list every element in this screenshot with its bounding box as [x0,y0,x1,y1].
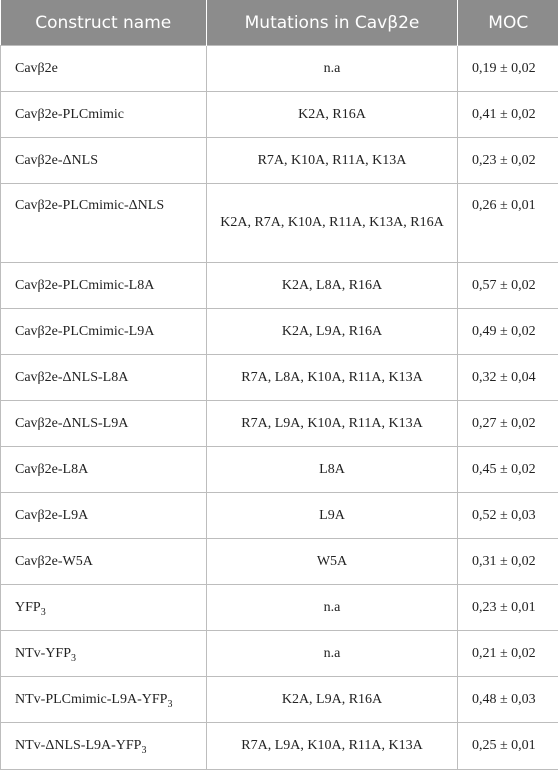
construct-name-cell [1,46,207,92]
mutations-cell: n.a [207,631,458,677]
construct-name-cell [1,447,207,493]
moc-cell: 0,48 ± 0,03 [458,677,558,723]
moc-cell: 0,57 ± 0,02 [458,263,558,309]
construct-name: Cavβ2e-ΔNLS [15,153,98,168]
table-row [1,677,558,723]
table-row [1,263,558,309]
moc-cell: 0,19 ± 0,02 [458,46,558,92]
construct-name: Cavβ2e-PLCmimic-L8A [15,278,154,293]
construct-name-subscript: 3 [41,606,46,617]
construct-name-cell [1,355,207,401]
construct-name: Cavβ2e-PLCmimic-ΔNLS [15,198,164,213]
construct-name: NTv-ΔNLS-L9A-YFP [15,738,141,753]
construct-name: Cavβ2e-L9A [15,508,88,523]
table-row [1,631,558,677]
mutations-cell: n.a [207,46,458,92]
table-row [1,309,558,355]
moc-cell: 0,23 ± 0,01 [458,585,558,631]
construct-name: Cavβ2e-L8A [15,462,88,477]
construct-name-cell [1,631,207,677]
mutations-cell: K2A, R16A [207,92,458,138]
moc-cell: 0,45 ± 0,02 [458,447,558,493]
construct-name: NTv-YFP [15,646,71,661]
moc-cell: 0,31 ± 0,02 [458,539,558,585]
construct-name-cell [1,723,207,770]
construct-name: Cavβ2e [15,61,58,76]
mutations-cell: R7A, K10A, R11A, K13A [207,138,458,184]
mutations-cell: K2A, L9A, R16A [207,309,458,355]
construct-name-cell [1,539,207,585]
table-row [1,138,558,184]
moc-cell: 0,52 ± 0,03 [458,493,558,539]
table-row [1,355,558,401]
moc-cell: 0,26 ± 0,01 [458,184,558,263]
construct-name: Cavβ2e-ΔNLS-L9A [15,416,128,431]
mutations-cell: n.a [207,585,458,631]
table-body [1,46,558,770]
construct-name-cell [1,401,207,447]
moc-cell: 0,41 ± 0,02 [458,92,558,138]
construct-name: Cavβ2e-W5A [15,554,93,569]
mutations-cell: K2A, R7A, K10A, R11A, K13A, R16A [207,184,458,263]
construct-name: YFP [15,600,41,615]
moc-cell: 0,25 ± 0,01 [458,723,558,770]
header-mutations: Mutations in Cavβ2e [207,0,458,46]
moc-cell: 0,27 ± 0,02 [458,401,558,447]
table-row [1,46,558,92]
construct-name-cell [1,493,207,539]
moc-cell: 0,49 ± 0,02 [458,309,558,355]
construct-name-cell [1,263,207,309]
mutations-cell: K2A, L8A, R16A [207,263,458,309]
mutations-cell: K2A, L9A, R16A [207,677,458,723]
header-construct-name: Construct name [1,0,207,46]
construct-name-subscript: 3 [141,745,146,756]
table-row [1,184,558,263]
table-row [1,401,558,447]
construct-name-cell [1,184,207,263]
mutations-cell: W5A [207,539,458,585]
header-row [1,0,558,46]
moc-cell: 0,32 ± 0,04 [458,355,558,401]
table-row [1,493,558,539]
construct-name-subscript: 3 [167,698,172,709]
moc-cell: 0,23 ± 0,02 [458,138,558,184]
construct-name-cell [1,92,207,138]
table-row [1,92,558,138]
construct-name-cell [1,309,207,355]
table-row [1,723,558,770]
mutations-cell: R7A, L9A, K10A, R11A, K13A [207,723,458,770]
construct-name: Cavβ2e-PLCmimic-L9A [15,324,154,339]
table-row [1,539,558,585]
moc-cell: 0,21 ± 0,02 [458,631,558,677]
mutations-cell: L9A [207,493,458,539]
construct-name-cell [1,138,207,184]
construct-name: Cavβ2e-PLCmimic [15,107,124,122]
table-row [1,585,558,631]
mutations-cell: R7A, L9A, K10A, R11A, K13A [207,401,458,447]
construct-name-subscript: 3 [71,652,76,663]
construct-name-cell [1,677,207,723]
construct-name: Cavβ2e-ΔNLS-L8A [15,370,128,385]
table-header [1,0,558,46]
header-moc: MOC [458,0,558,46]
mutations-cell: L8A [207,447,458,493]
mutations-cell: R7A, L8A, K10A, R11A, K13A [207,355,458,401]
construct-name: NTv-PLCmimic-L9A-YFP [15,692,167,707]
construct-name-cell [1,585,207,631]
table-row [1,447,558,493]
